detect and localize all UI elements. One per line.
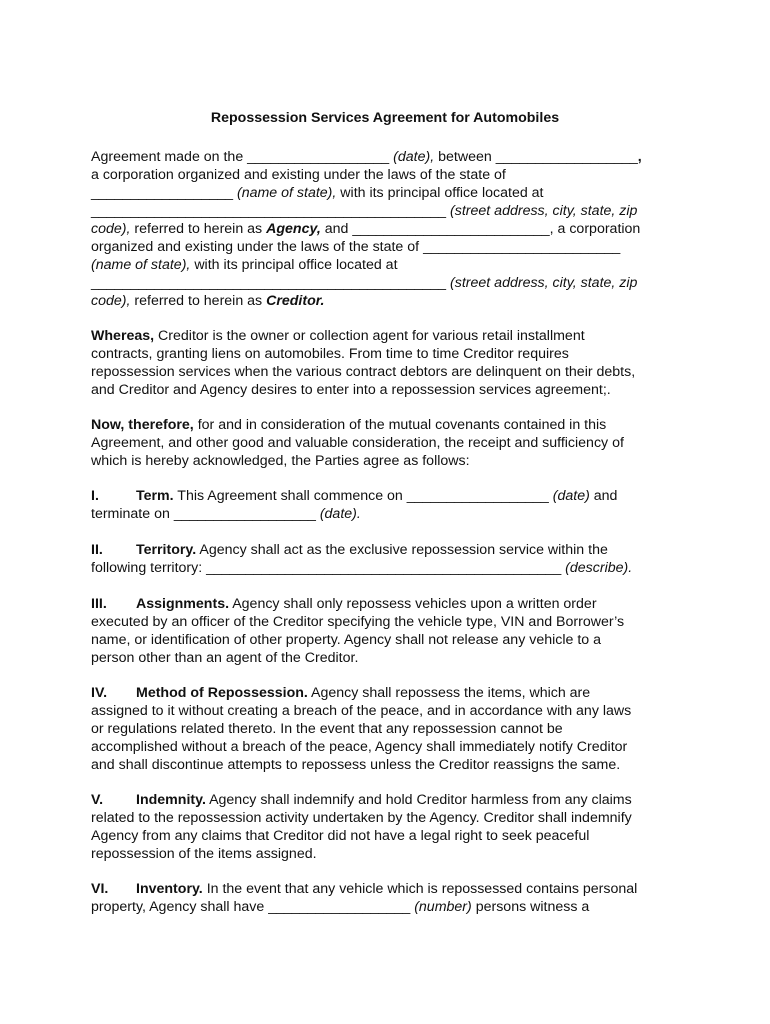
parties-line-5: code), referred to herein as Agency, and _________________________, a corporation	[91, 221, 641, 237]
section-indemnity-line-1: V. Indemnity. Agency shall indemnify and hold Creditor harmless from any claims	[91, 792, 632, 808]
now-line-2: Agreement, and other good and valuable consideration, the receipt and sufficiency of	[91, 435, 624, 451]
parties-line-8: _____________________________________________ (street address, city, state, zip	[91, 275, 638, 291]
section-inventory-line-2: property, Agency shall have __________________ (number) persons witness a	[91, 899, 590, 915]
parties-line-4: _____________________________________________ (street address, city, state, zip	[91, 203, 638, 219]
creditor-address-blank: _____________________________________________	[91, 275, 447, 291]
now-line-1: Now, therefore, for and in consideration of the mutual covenants contained in this	[91, 417, 607, 433]
commence-date-blank: __________________	[406, 488, 549, 504]
section-assignments-line-4: person other than an agent of the Creditor.	[91, 650, 359, 666]
address-blank: _____________________________________________	[91, 203, 447, 219]
creditor-state-blank: _________________________	[423, 239, 621, 255]
witness-number-blank: __________________	[268, 899, 411, 915]
parties-line-9: code), referred to herein as Creditor.	[91, 293, 325, 309]
section-method-line-1: IV. Method of Repossession. Agency shall repossess the items, which are	[91, 685, 591, 701]
terminate-date-blank: __________________	[173, 506, 316, 522]
section-territory-line-1: II. Territory. Agency shall act as the exclusive repossession service within the	[91, 542, 608, 558]
section-method-line-3: or regulations related thereto. In the event that any repossession cannot be	[91, 721, 563, 737]
whereas-line-2: contracts, granting liens on automobiles. From time to time Creditor requires	[91, 346, 569, 362]
parties-line-3: __________________ (name of state), with its principal office located at	[91, 185, 544, 201]
parties-line-1: Agreement made on the __________________ (date), between __________________,	[91, 149, 642, 165]
territory-blank: _____________________________________________	[206, 560, 562, 576]
section-term-line-1: I. Term. This Agreement shall commence on __________________ (date) and	[91, 488, 618, 504]
now-line-3: which is hereby acknowledged, the Parties agree as follows:	[91, 453, 470, 469]
section-method-line-5: and shall discontinue attempts to repossess unless the Creditor reassigns the same.	[91, 757, 621, 773]
section-indemnity-line-4: repossession of the items assigned.	[91, 846, 317, 862]
section-method-line-2: assigned to it without creating a breach of the peace, and in accordance with any laws	[91, 703, 632, 719]
parties-line-7: (name of state), with its principal office located at	[91, 257, 398, 273]
whereas-line-3: repossession services when the various contract debtors are delinquent on their debts,	[91, 364, 636, 380]
section-assignments-line-2: executed by an officer of the Creditor specifying the vehicle type, VIN and Borrower’s	[91, 614, 625, 630]
document-title: Repossession Services Agreement for Automobiles	[210, 110, 560, 126]
whereas-line-4: and Creditor and Agency desires to enter into a repossession services agreement;.	[91, 382, 611, 398]
agency-name-blank: __________________	[495, 149, 638, 165]
section-assignments-line-1: III. Assignments. Agency shall only repossess vehicles upon a written order	[91, 596, 597, 612]
parties-line-6: organized and existing under the laws of the state of _________________________	[91, 239, 621, 255]
section-term-line-2: terminate on __________________ (date).	[91, 506, 361, 522]
date-blank: __________________	[247, 149, 390, 165]
creditor-name-blank: _________________________	[352, 221, 550, 237]
section-territory-line-2: following territory: _____________________________________________ (describe).	[91, 560, 633, 576]
section-method-line-4: accomplished without a breach of the peace, Agency shall immediately notify Creditor	[91, 739, 628, 755]
whereas-line-1: Whereas, Creditor is the owner or collection agent for various retail installment	[91, 328, 585, 344]
section-indemnity-line-2: related to the repossession activity undertaken by the Agency. Creditor shall indemnify	[91, 810, 632, 826]
section-indemnity-line-3: Agency from any claims that Creditor did not have a legal right to seek peaceful	[91, 828, 590, 844]
section-assignments-line-3: name, or identification of other property. Agency shall not release any vehicle to a	[91, 632, 601, 648]
section-inventory-line-1: VI. Inventory. In the event that any vehicle which is repossessed contains personal	[91, 881, 638, 897]
parties-line-2: a corporation organized and existing under the laws of the state of	[91, 167, 506, 183]
state-blank: __________________	[91, 185, 234, 201]
